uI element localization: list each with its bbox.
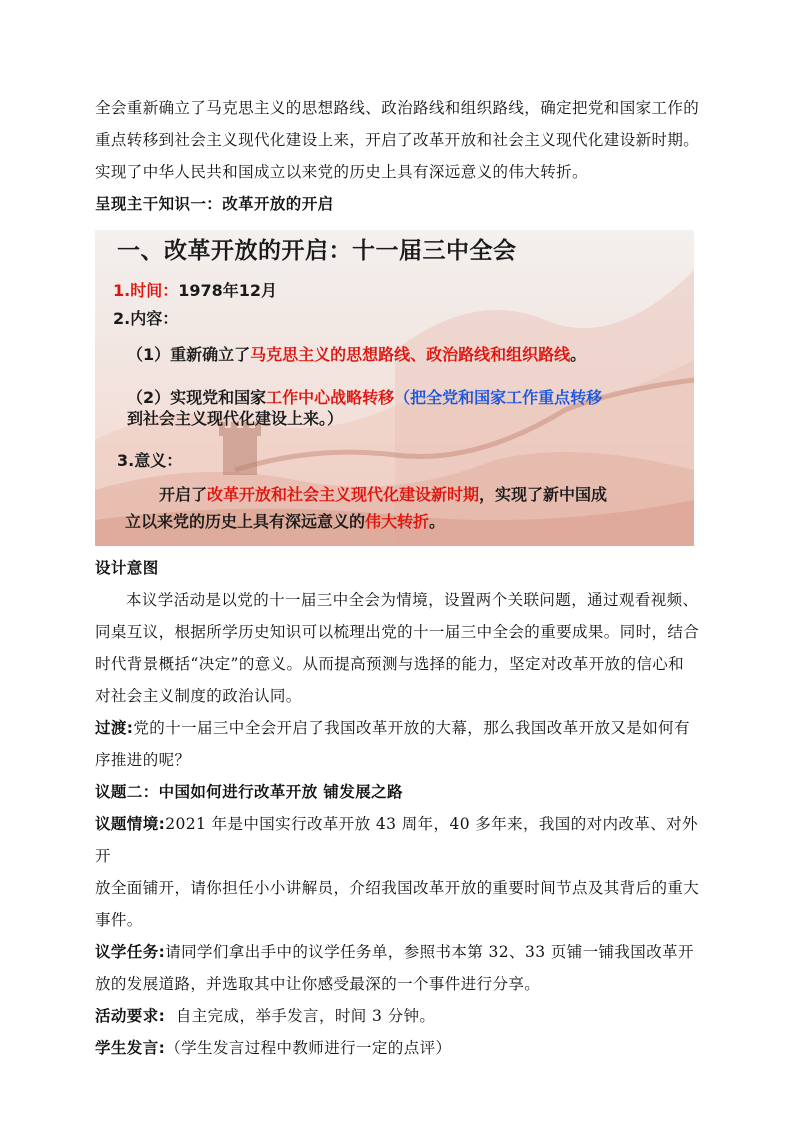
meaning-prefix: 开启了 [159,485,208,504]
meaning-line2-suffix: 。 [429,512,446,531]
speech-line [95,1032,707,1064]
meaning-label: 3.意义： [117,451,183,470]
speech-text: （学生发言过程中教师进行一定的点评） [165,1039,452,1057]
meaning-mid: ，实现了新中国成 [479,485,608,504]
task-line-2: 放的发展道路，并选取其中让你感受最深的一个事件进行分享。 [95,975,541,993]
content-label: 2.内容： [113,309,179,328]
intro-line-1: 全会重新确立了马克思主义的思想路线、政治路线和组织路线，确定把党和国家工作的 [95,99,700,117]
item1-suffix: 。 [570,345,587,364]
design-line-4: 对社会主义制度的政治认同。 [95,687,302,705]
task-label: 议学任务: [95,943,166,961]
activity-line [95,1000,707,1032]
meaning-highlight: 改革开放和社会主义现代化建设新时期 [207,485,480,504]
task-line-1 [95,936,707,968]
document-page [95,92,707,1064]
activity-text: 自主完成，举手发言，时间 3 分钟。 [165,1007,436,1025]
content-item-2-line-2: 到社会主义现代化建设上来。） [127,409,344,428]
slide-time-row [113,278,277,301]
item1-prefix: （1）重新确立了 [127,345,251,364]
item2-note-1: （把全党和国家工作重点转移 [394,388,603,407]
situation-line-1 [95,808,707,872]
topic-2-heading: 议题二：中国如何进行改革开放 铺发展之路 [95,783,403,801]
time-value: 1978年12月 [178,281,278,300]
item1-highlight: 马克思主义的思想路线、政治路线和组织路线 [250,345,571,364]
design-line-1: 本议学活动是以党的十一届三中全会为情境，设置两个关联问题，通过观看视频、 [126,591,699,609]
situation-label: 议题情境: [95,815,166,833]
knowledge-heading: 呈现主干知识一：改革开放的开启 [95,195,334,213]
meaning-line2-prefix: 立以来党的历史上具有深远意义的 [125,512,366,531]
meaning-line-2 [125,509,445,532]
task-text-1: 请同学们拿出手中的议学任务单，参照书本第 32、33 页铺一铺我国改革开 [165,943,694,961]
transition-line-1 [95,712,707,744]
design-line-2: 同桌互议，根据所学历史知识可以梳理出党的十一届三中全会的重要成果。同时，结合 [95,623,700,641]
intro-line-3: 实现了中华人民共和国成立以来党的历史上具有深远意义的伟大转折。 [95,163,588,181]
content-item-1 [127,342,586,365]
content-item-2-line-1 [127,385,602,408]
transition-text-1: 党的十一届三中全会开启了我国改革开放的大幕，那么我国改革开放又是如何有 [133,719,690,737]
transition-label: 过渡: [95,719,134,737]
meaning-line-1 [159,482,607,505]
situation-line-2: 放全面铺开，请你担任小小讲解员，介绍我国改革开放的重要时间节点及其背后的重大 [95,879,700,897]
time-label: 1.时间： [113,281,179,300]
slide-image [95,230,694,546]
situation-line-3: 事件。 [95,911,143,929]
activity-label: 活动要求: [95,1007,166,1025]
design-heading: 设计意图 [95,559,159,577]
intro-line-2: 重点转移到社会主义现代化建设上来，开启了改革开放和社会主义现代化建设新时期。 [95,131,700,149]
slide-title: 一、改革开放的开启：十一届三中全会 [117,238,517,264]
transition-line-2: 序推进的呢？ [95,751,191,769]
situation-text-1: 2021 年是中国实行改革开放 43 周年，40 多年来，我国的对内改革、对外开 [95,815,698,865]
item2-highlight: 工作中心战略转移 [266,388,395,407]
design-line-3: 时代背景概括“决定”的意义。从而提高预测与选择的能力，坚定对改革开放的信心和 [95,655,685,673]
speech-label: 学生发言: [95,1039,166,1057]
item2-prefix: （2）实现党和国家 [127,388,267,407]
meaning-line2-highlight: 伟大转折 [365,512,430,531]
